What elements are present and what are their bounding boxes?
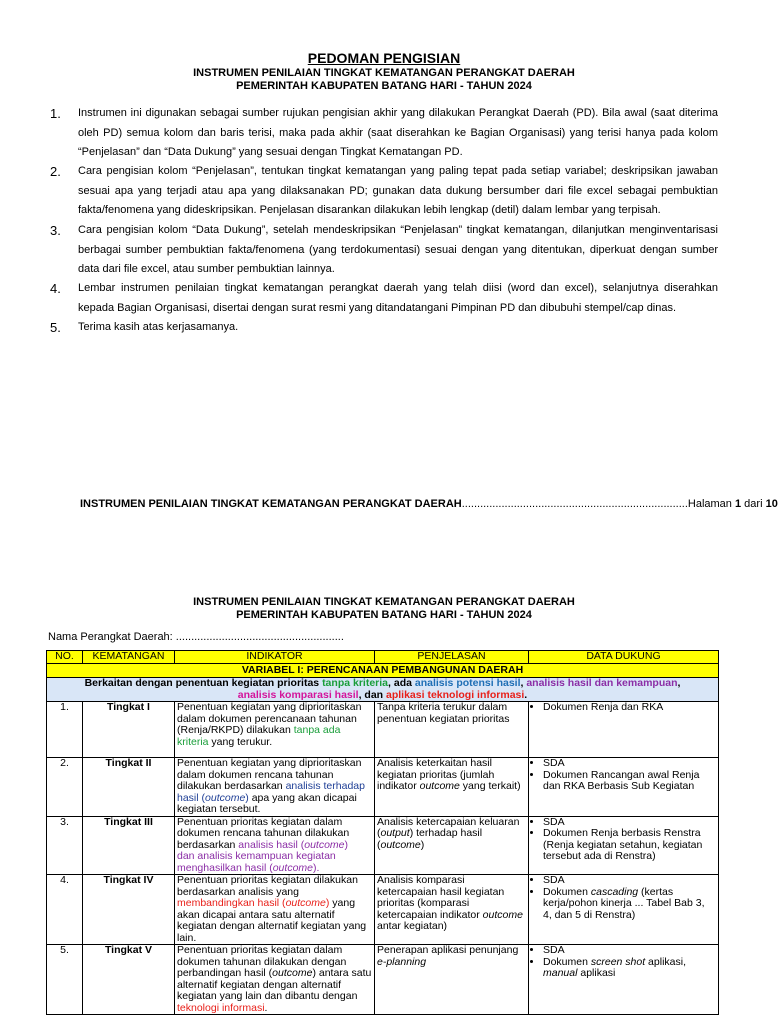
instruction-item bbox=[50, 104, 718, 163]
instruction-text: Terima kasih atas kerjasamanya. bbox=[78, 321, 239, 333]
row-number: 4. bbox=[47, 875, 83, 945]
instruction-text: Instrumen ini digunakan sebagai sumber rujukan pengisian akhir yang dilakukan Perangkat Daerah (PD). Bila awal (saat diterima oleh PD) semua kolom dan baris terisi, maka pada akhir (saat diserahkan ke Bagian Organisasi) yang terisi hanya pada kolom “Penjelasan” dan “Data Dukung” yang sesuai dengan Tingkat Kematangan PD. bbox=[78, 107, 718, 158]
nama-perangkat-daerah-field: Nama Perangkat Daerah: ....................................................... bbox=[48, 631, 344, 643]
page2-title-2: PEMERINTAH KABUPATEN BATANG HARI - TAHUN 2024 bbox=[236, 609, 532, 621]
instruction-item bbox=[50, 221, 718, 280]
instruction-item bbox=[50, 162, 718, 221]
table-row bbox=[47, 702, 719, 758]
row-level: Tingkat V bbox=[83, 945, 175, 1015]
row-number: 2. bbox=[47, 758, 83, 817]
instruction-text: Cara pengisian kolom “Penjelasan”, tentukan tingkat kematangan yang paling tepat pada setiap variabel; deskripsikan jawaban sesuai apa yang terjadi atau apa yang dilaksanakan PD; gunakan data dukung bersumber dari file excel sebagai pembuktian fakta/fenomena yang dideskripsikan. Penjelasan disarankan dilakukan lebih lengkap (detil) dalam lembar yang terpisah. bbox=[78, 165, 718, 216]
instrument-table bbox=[46, 650, 719, 1015]
row-indicator: Penentuan prioritas kegiatan dilakukan berdasarkan analisis yang membandingkan hasil (outcome) yang akan dicapai antara satu alternatif kegiatan dengan alternatif kegiatan yang lain. bbox=[175, 875, 375, 945]
page-title: PEDOMAN PENGISIAN bbox=[307, 50, 461, 66]
row-explanation: Tanpa kriteria terukur dalam penentuan kegiatan prioritas bbox=[375, 702, 529, 758]
table-row bbox=[47, 816, 719, 875]
footer-page-number: 1 bbox=[734, 498, 742, 510]
row-level: Tingkat IV bbox=[83, 875, 175, 945]
instruction-number: 1. bbox=[50, 106, 61, 121]
row-level: Tingkat III bbox=[83, 816, 175, 875]
variable-title: VARIABEL I: PERENCANAAN PEMBANGUNAN DAERAH bbox=[47, 663, 719, 678]
instruction-item bbox=[50, 279, 718, 318]
footer-title: INSTRUMEN PENILAIAN TINGKAT KEMATANGAN PERANGKAT DAERAH bbox=[80, 498, 462, 510]
footer-total-pages: 10 bbox=[765, 498, 778, 510]
variable-description-row bbox=[47, 678, 719, 702]
table-row bbox=[47, 758, 719, 817]
row-number: 1. bbox=[47, 702, 83, 758]
row-indicator: Penentuan prioritas kegiatan dalam dokumen tahunan dilakukan dengan perbandingan hasil (outcome) antara satu alternatif kegiatan dengan alternatif kegiatan yang lain dan dibantu dengan teknologi informasi. bbox=[175, 945, 375, 1015]
table-header-row bbox=[47, 651, 719, 664]
row-explanation: Penerapan aplikasi penunjang e-planning bbox=[375, 945, 529, 1015]
row-supporting-data: • SDA • Dokumen Renja berbasis Renstra (Renja kegiatan setahun, kegiatan tersebut ada di Renstra) bbox=[529, 816, 719, 875]
row-level: Tingkat I bbox=[83, 702, 175, 758]
table-row bbox=[47, 945, 719, 1015]
footer-dari-label: dari bbox=[744, 498, 763, 510]
instruction-text: Cara pengisian kolom “Data Dukung”, setelah mendeskripsikan “Penjelasan” tingkat kematangan, dilanjutkan menginventarisasi berbagai sumber pembuktian fakta/fenomena (yang terdokumentasi) sesuai dengan yang ditentukan, diperkuat dengan sumber data dari file excel, atau sumber pembuktian lainnya. bbox=[78, 224, 718, 275]
row-indicator: Penentuan prioritas kegiatan dalam dokumen rencana tahunan dilakukan berdasarkan analisis hasil (outcome) dan analisis kemampuan kegiatan menghasilkan hasil (outcome). bbox=[175, 816, 375, 875]
row-number: 3. bbox=[47, 816, 83, 875]
page2-title-1: INSTRUMEN PENILAIAN TINGKAT KEMATANGAN PERANGKAT DAERAH bbox=[193, 596, 575, 608]
variable-row bbox=[47, 663, 719, 678]
row-supporting-data: • SDA • Dokumen Rancangan awal Renja dan RKA Berbasis Sub Kegiatan bbox=[529, 758, 719, 817]
instruction-text: Lembar instrumen penilaian tingkat kematangan perangkat daerah yang telah diisi (word dan excel), selanjutnya diserahkan kepada Bagian Organisasi, disertai dengan surat resmi yang ditandatangani Pimpinan PD dan dibubuhi stempel/cap dinas. bbox=[78, 282, 718, 314]
row-level: Tingkat II bbox=[83, 758, 175, 817]
row-indicator: Penentuan kegiatan yang diprioritaskan dalam dokumen perencanaan tahunan (Renja/RKPD) dilakukan tanpa ada kriteria yang terukur. bbox=[175, 702, 375, 758]
header-penjelasan: PENJELASAN bbox=[375, 651, 529, 664]
footer-dots: .......................................................................... bbox=[461, 498, 688, 510]
page-subtitle-1: INSTRUMEN PENILAIAN TINGKAT KEMATANGAN PERANGKAT DAERAH bbox=[193, 67, 575, 79]
variable-description: Berkaitan dengan penentuan kegiatan prioritas tanpa kriteria, ada analisis potensi hasil, analisis hasil dan kemampuan, analisis komparasi hasil, dan aplikasi teknologi informasi. bbox=[47, 678, 719, 702]
page-subtitle-2: PEMERINTAH KABUPATEN BATANG HARI - TAHUN 2024 bbox=[236, 80, 532, 92]
row-explanation: Analisis ketercapaian keluaran (output) terhadap hasil (outcome) bbox=[375, 816, 529, 875]
row-explanation: Analisis keterkaitan hasil kegiatan prioritas (jumlah indikator outcome yang terkait) bbox=[375, 758, 529, 817]
row-supporting-data: • SDA • Dokumen cascading (kertas kerja/pohon kinerja ... Tabel Bab 3, 4, dan 5 di Renstra) bbox=[529, 875, 719, 945]
header-kematangan: KEMATANGAN bbox=[83, 651, 175, 664]
instruction-item bbox=[50, 318, 718, 338]
footer-halaman-label: Halaman bbox=[687, 498, 732, 510]
instruction-number: 2. bbox=[50, 164, 61, 179]
page-footer bbox=[80, 498, 778, 510]
instruction-number: 3. bbox=[50, 223, 61, 238]
header-indikator: INDIKATOR bbox=[175, 651, 375, 664]
instruction-number: 4. bbox=[50, 281, 61, 296]
row-supporting-data: • SDA • Dokumen screen shot aplikasi, manual aplikasi bbox=[529, 945, 719, 1015]
row-explanation: Analisis komparasi ketercapaian hasil kegiatan prioritas (komparasi ketercapaian indikator outcome antar kegiatan) bbox=[375, 875, 529, 945]
instruction-number: 5. bbox=[50, 320, 61, 335]
header-data-dukung: DATA DUKUNG bbox=[529, 651, 719, 664]
row-supporting-data: • Dokumen Renja dan RKA bbox=[529, 702, 719, 758]
row-indicator: Penentuan kegiatan yang diprioritaskan dalam dokumen rencana tahunan dilakukan berdasarkan analisis terhadap hasil (outcome) apa yang akan dicapai kegiatan tersebut. bbox=[175, 758, 375, 817]
header-no: NO. bbox=[47, 651, 83, 664]
table-row bbox=[47, 875, 719, 945]
row-number: 5. bbox=[47, 945, 83, 1015]
